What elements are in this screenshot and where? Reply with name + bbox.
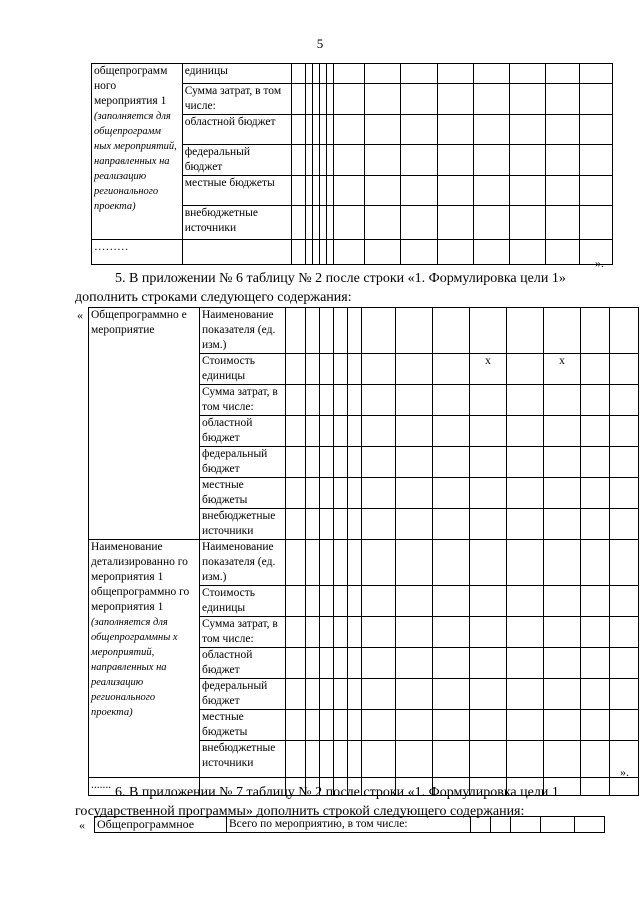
t1-name-cell bbox=[92, 64, 183, 240]
table-3 bbox=[94, 816, 605, 833]
para-5-line-2: дополнить строками следующего содержания: bbox=[75, 290, 352, 305]
t1-row-label: местные бюджеты bbox=[182, 176, 291, 206]
t3-cell-1: Общепрограммное bbox=[95, 817, 227, 833]
t2-row-label: Сумма затрат, в том числе: bbox=[200, 617, 286, 648]
t1-row-label: областной бюджет bbox=[182, 115, 291, 145]
t1-row-label: Сумма затрат, в том числе: bbox=[182, 84, 291, 115]
t3-open-quote: « bbox=[79, 818, 85, 832]
t2-x-mark: х bbox=[470, 354, 507, 385]
t2-x-mark: х bbox=[544, 354, 581, 385]
table-2 bbox=[88, 307, 639, 796]
t1-name: общепрограмм ного мероприятия 1 bbox=[94, 65, 168, 107]
t2-dots: ....... bbox=[89, 778, 200, 796]
t2-block2-name-cell bbox=[89, 540, 200, 778]
t2-row-label: внебюджетные источники bbox=[200, 741, 286, 778]
t2-row-label: Наименование показателя (ед. изм.) bbox=[200, 308, 286, 354]
t2-block1-name: Общепрограммно е мероприятие bbox=[91, 309, 187, 336]
t2-block1-name-cell bbox=[89, 308, 200, 540]
t2-row-label: Наименование показателя (ед. изм.) bbox=[200, 540, 286, 586]
para-6-line-1: 6. В приложении № 7 таблицу № 2 после строки «1. Формулировка цели 1 bbox=[115, 785, 559, 800]
t2-row-label: местные бюджеты bbox=[200, 710, 286, 741]
t1-close: ». bbox=[595, 256, 604, 270]
table-1 bbox=[91, 63, 613, 265]
t2-row-label: местные бюджеты bbox=[200, 478, 286, 509]
t2-open-quote: « bbox=[77, 308, 83, 322]
t2-row-label: федеральный бюджет bbox=[200, 447, 286, 478]
t1-note: (заполняется для общепрограмм ных мероприятий, направленных на реализацию регионального проекта) bbox=[94, 111, 177, 212]
para-5-line-1: 5. В приложении № 6 таблицу № 2 после строки «1. Формулировка цели 1» bbox=[115, 271, 566, 286]
page-number: 5 bbox=[316, 36, 324, 51]
t2-row-label: областной бюджет bbox=[200, 416, 286, 447]
t2-row-label: областной бюджет bbox=[200, 648, 286, 679]
t2-row-label: Стоимость единицы bbox=[200, 586, 286, 617]
t2-row-label: федеральный бюджет bbox=[200, 679, 286, 710]
t2-close: ». bbox=[620, 765, 629, 779]
t1-row-label: единицы bbox=[182, 64, 291, 84]
t2-row-label: Стоимость единицы bbox=[200, 354, 286, 385]
t2-row-label: внебюджетные источники bbox=[200, 509, 286, 540]
t2-block2-note: (заполняется для общепрограммны х мероприятий, направленных на реализацию регионального проекта) bbox=[91, 617, 178, 718]
t2-block2-name: Наименование детализированно го мероприятия 1 общепрограммно го мероприятия 1 bbox=[91, 541, 190, 613]
t3-cell-2: Всего по мероприятию, в том числе: bbox=[227, 817, 471, 833]
t2-row-label: Сумма затрат, в том числе: bbox=[200, 385, 286, 416]
para-6-line-2: государственной программы» дополнить строкой следующего содержания: bbox=[75, 804, 525, 819]
t1-row-label: внебюджетные источники bbox=[182, 206, 291, 240]
t1-row-label: федеральный бюджет bbox=[182, 145, 291, 176]
t1-dots: ……… bbox=[92, 240, 183, 265]
